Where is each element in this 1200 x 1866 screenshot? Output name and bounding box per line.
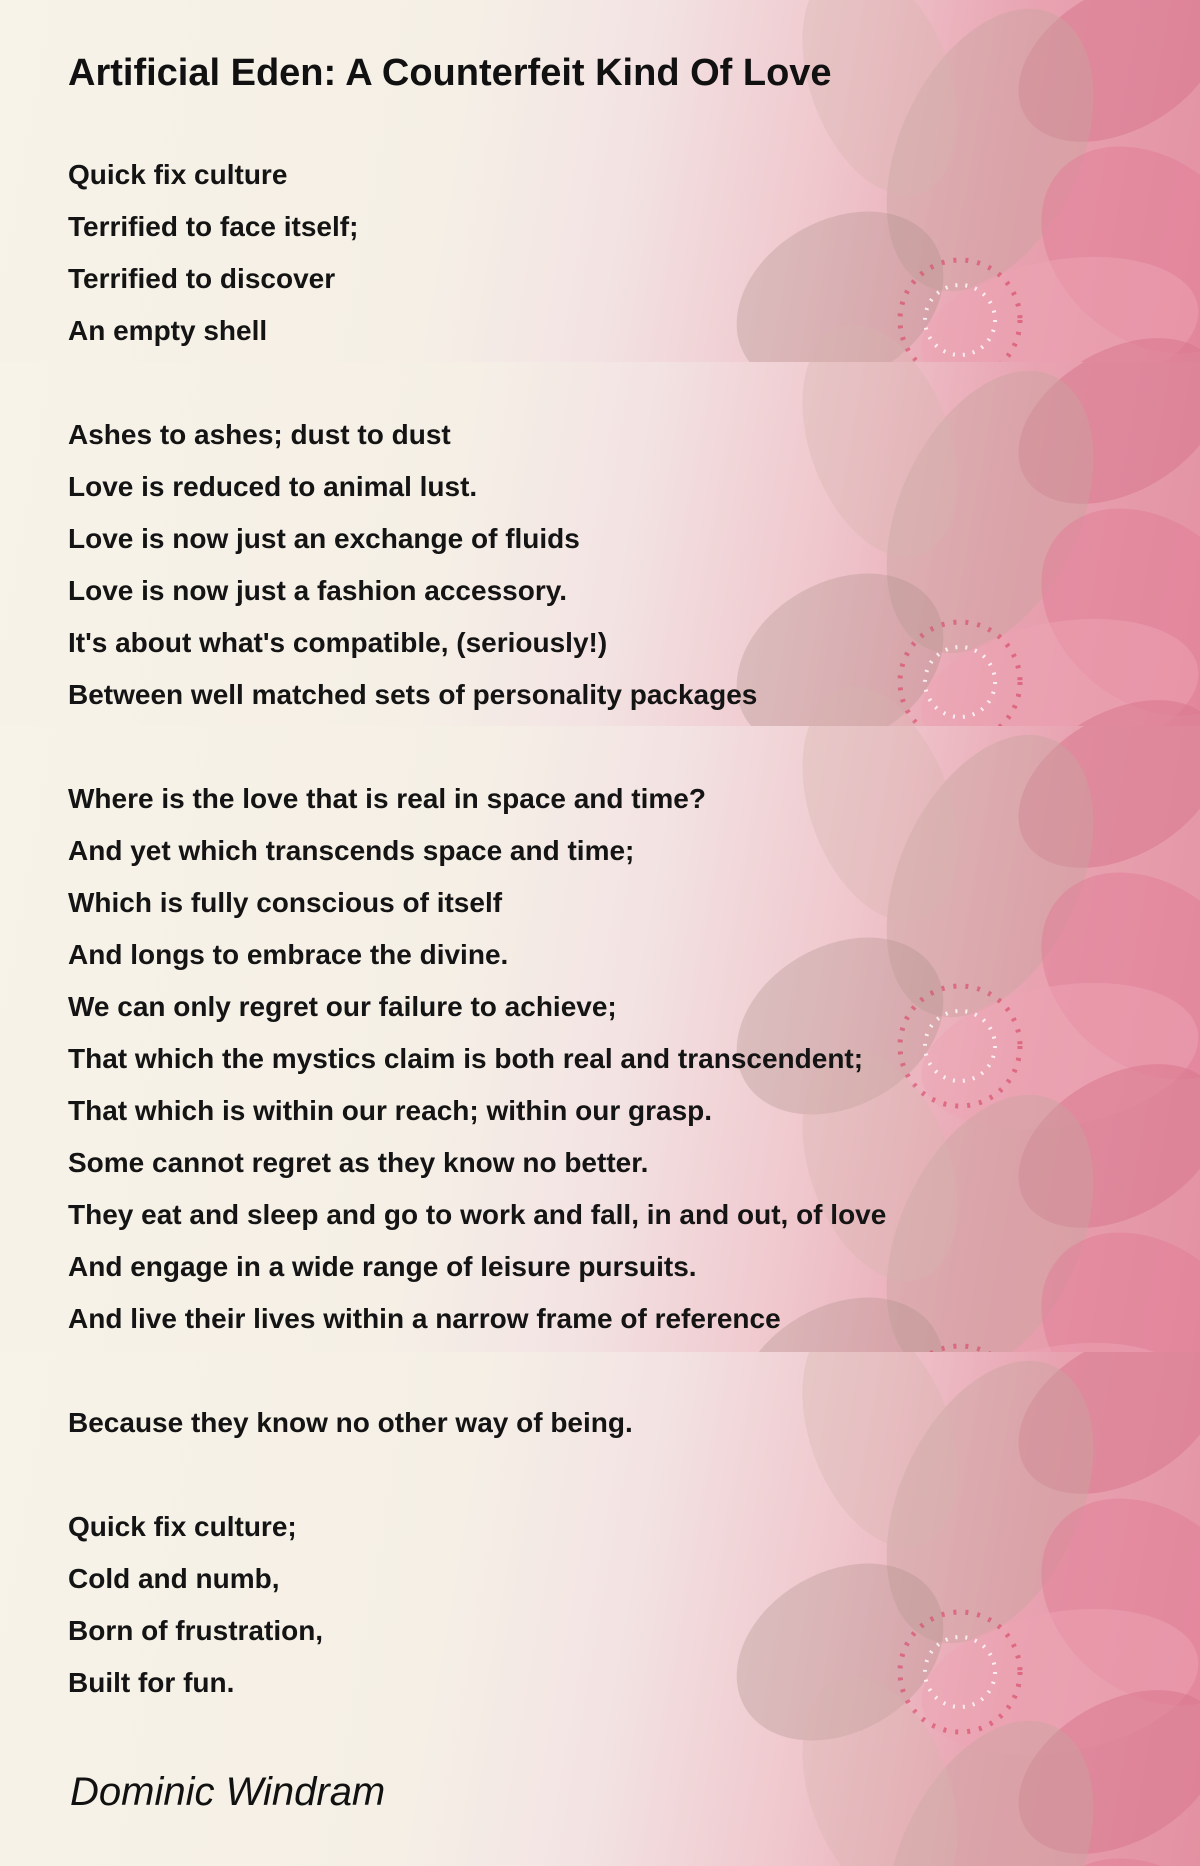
poem-line: Love is now just an exchange of fluids [68, 523, 580, 554]
poem-line: And longs to embrace the divine. [68, 939, 509, 970]
poem-line: Ashes to ashes; dust to dust [68, 419, 451, 450]
poem-line: Quick fix culture [68, 159, 288, 190]
poem-line: And live their lives within a narrow frame of reference [68, 1303, 781, 1334]
poem-line: Quick fix culture; [68, 1511, 297, 1542]
poem-line: That which is within our reach; within our grasp. [68, 1095, 713, 1126]
poem-line: They eat and sleep and go to work and fall, in and out, of love [68, 1199, 887, 1230]
poem-line: Born of frustration, [68, 1615, 324, 1646]
poem-line: We can only regret our failure to achieve; [68, 991, 617, 1022]
poem-line: Built for fun. [68, 1667, 235, 1698]
poem-line: That which the mystics claim is both real and transcendent; [68, 1043, 864, 1074]
poem-line: Some cannot regret as they know no better. [68, 1147, 649, 1178]
poem-line: Love is now just a fashion accessory. [68, 575, 567, 606]
poem-line: Love is reduced to animal lust. [68, 471, 478, 502]
poem-line: It's about what's compatible, (seriously!) [68, 627, 608, 658]
poem-line: Which is fully conscious of itself [68, 887, 503, 918]
poem-line: And yet which transcends space and time; [68, 835, 635, 866]
poem-line: Terrified to face itself; [68, 211, 359, 242]
poem-line: Where is the love that is real in space and time? [68, 783, 706, 814]
poem-line: Cold and numb, [68, 1563, 280, 1594]
poem-line: An empty shell [68, 315, 268, 346]
poem-line: Terrified to discover [68, 263, 336, 294]
poem-author: Dominic Windram [70, 1770, 386, 1814]
poem-line: Between well matched sets of personality packages [68, 679, 758, 710]
poem-title: Artificial Eden: A Counterfeit Kind Of Love [68, 52, 832, 94]
poem-line: And engage in a wide range of leisure pursuits. [68, 1251, 697, 1282]
poem-line: Because they know no other way of being. [68, 1407, 633, 1438]
